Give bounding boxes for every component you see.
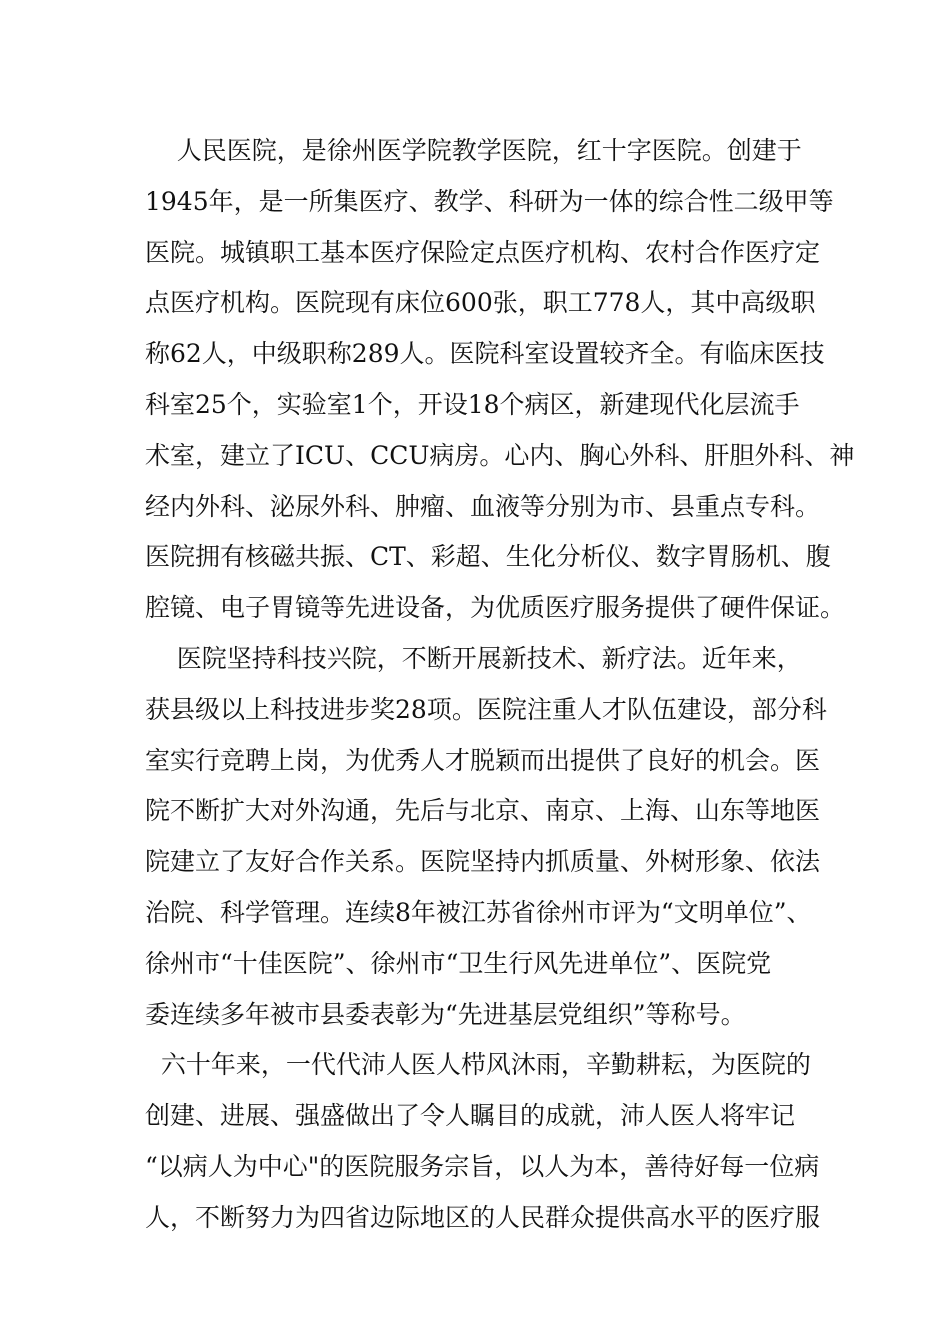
- text-line: 经内外科、泌尿外科、肿瘤、血液等分别为市、县重点专科。: [145, 491, 821, 521]
- text-line: 院建立了友好合作关系。医院坚持内抓质量、外树形象、依法: [145, 847, 821, 877]
- text-line: 人民医院，是徐州医学院教学医院，红十字医院。创建于: [145, 136, 802, 165]
- text-line: 科室25个，实验室1个，开设18个病区，新建现代化层流手: [145, 389, 800, 419]
- text-line: 术室，建立了ICU、CCU病房。心内、胸心外科、肝胆外科、神: [145, 440, 855, 470]
- text-line: 徐州市“十佳医院”、徐州市“卫生行风先进单位”、医院党: [145, 948, 772, 978]
- body-text: [145, 126, 860, 1244]
- text-line: 医院拥有核磁共振、CT、彩超、生化分析仪、数字胃肠机、腹: [145, 542, 831, 572]
- text-line: 院不断扩大对外沟通，先后与北京、南京、上海、山东等地医: [145, 796, 821, 826]
- text-line: 室实行竞聘上岗，为优秀人才脱颖而出提供了良好的机会。医: [145, 745, 821, 775]
- text-line: “以病人为中心"的医院服务宗旨，以人为本，善待好每一位病: [145, 1151, 820, 1181]
- text-line: 医院坚持科技兴院，不断开展新技术、新疗法。近年来，: [145, 643, 802, 673]
- text-line: 点医疗机构。医院现有床位600张，职工778人，其中高级职: [145, 288, 816, 318]
- text-line: 称62人，中级职称289人。医院科室设置较齐全。有临床医技: [145, 339, 825, 369]
- text-line: 医院。城镇职工基本医疗保险定点医疗机构、农村合作医疗定: [145, 237, 821, 267]
- text-line: 腔镜、电子胃镜等先进设备，为优质医疗服务提供了硬件保证。: [145, 593, 846, 623]
- text-line: 创建、进展、强盛做出了令人瞩目的成就，沛人医人将牢记: [145, 1101, 796, 1131]
- text-line: 1945年，是一所集医疗、教学、科研为一体的综合性二级甲等: [145, 186, 834, 216]
- text-line: 委连续多年被市县委表彰为“先进基层党组织”等称号。: [145, 999, 746, 1029]
- text-line: 获县级以上科技进步奖28项。医院注重人才队伍建设，部分科: [145, 694, 827, 724]
- text-line: 治院、科学管理。连续8年被江苏省徐州市评为“文明单位”、: [145, 897, 812, 927]
- text-line: 人，不断努力为四省边际地区的人民群众提供高水平的医疗服: [145, 1202, 821, 1232]
- text-line: 六十年来，一代代沛人医人栉风沐雨，辛勤耕耘，为医院的: [145, 1050, 811, 1080]
